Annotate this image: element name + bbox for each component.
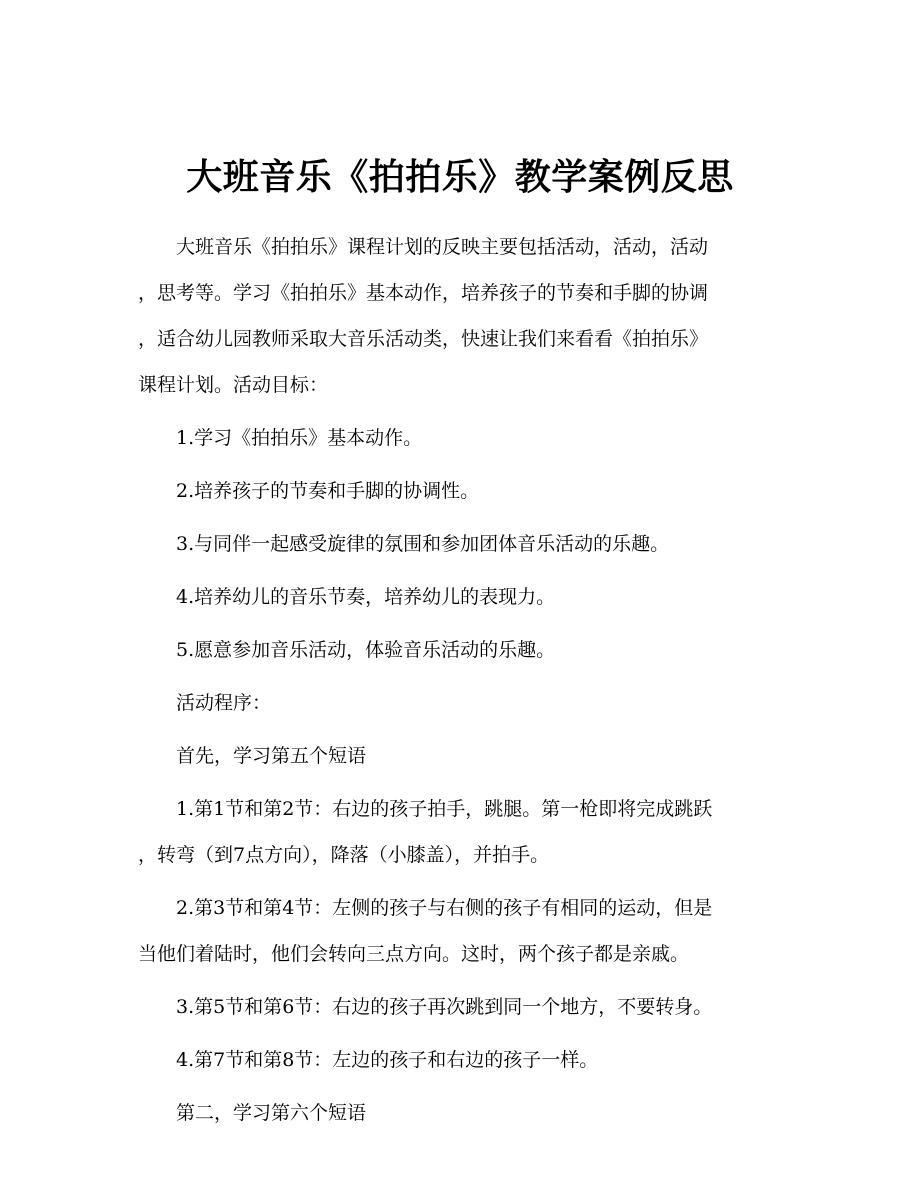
step-paragraph [138,1037,783,1083]
step-line: 1.第1节和第2节：右边的孩子拍手，跳腿。第一枪即将完成跳跃 [176,798,713,820]
goal-item: 2.培养孩子的节奏和手脚的协调性。 [176,480,480,502]
goal-item: 3.与同伴一起感受旋律的氛围和参加团体音乐活动的乐趣。 [176,533,670,555]
section-heading: 第二，学习第六个短语 [176,1102,367,1124]
document-body [138,224,783,1143]
step-paragraph [138,885,783,977]
step-line: 3.第5节和第6节：右边的孩子再次跳到同一个地方，不要转身。 [176,996,713,1018]
intro-line: ，思考等。学习《拍拍乐》基本动作，培养孩子的节奏和手脚的协调 [138,282,709,304]
step-paragraph [138,786,783,878]
goal-item: 5.愿意参加音乐活动，体验音乐活动的乐趣。 [176,639,556,661]
step-line: 4.第7节和第8节：左边的孩子和右边的孩子一样。 [176,1049,599,1071]
procedure-heading: 活动程序： [176,692,272,714]
step-line: ，转弯（到7点方向），降落（小膝盖），并拍手。 [138,844,550,866]
step-line: 2.第3节和第4节：左侧的孩子与右侧的孩子有相同的运动，但是 [176,897,713,919]
intro-line: ，适合幼儿园教师采取大音乐活动类，快速让我们来看看《拍拍乐》 [138,328,709,350]
section-heading: 首先，学习第五个短语 [176,745,367,767]
document-title: 大班音乐《拍拍乐》教学案例反思 [186,157,734,199]
intro-line: 课程计划。活动目标： [138,374,329,396]
intro-line: 大班音乐《拍拍乐》课程计划的反映主要包括活动，活动，活动 [176,236,709,258]
step-paragraph [138,984,783,1030]
goal-item: 1.学习《拍拍乐》基本动作。 [176,427,423,449]
intro-paragraph [138,224,783,408]
goal-item: 4.培养幼儿的音乐节奏，培养幼儿的表现力。 [176,586,556,608]
step-line: 当他们着陆时，他们会转向三点方向。这时，两个孩子都是亲戚。 [138,943,690,965]
